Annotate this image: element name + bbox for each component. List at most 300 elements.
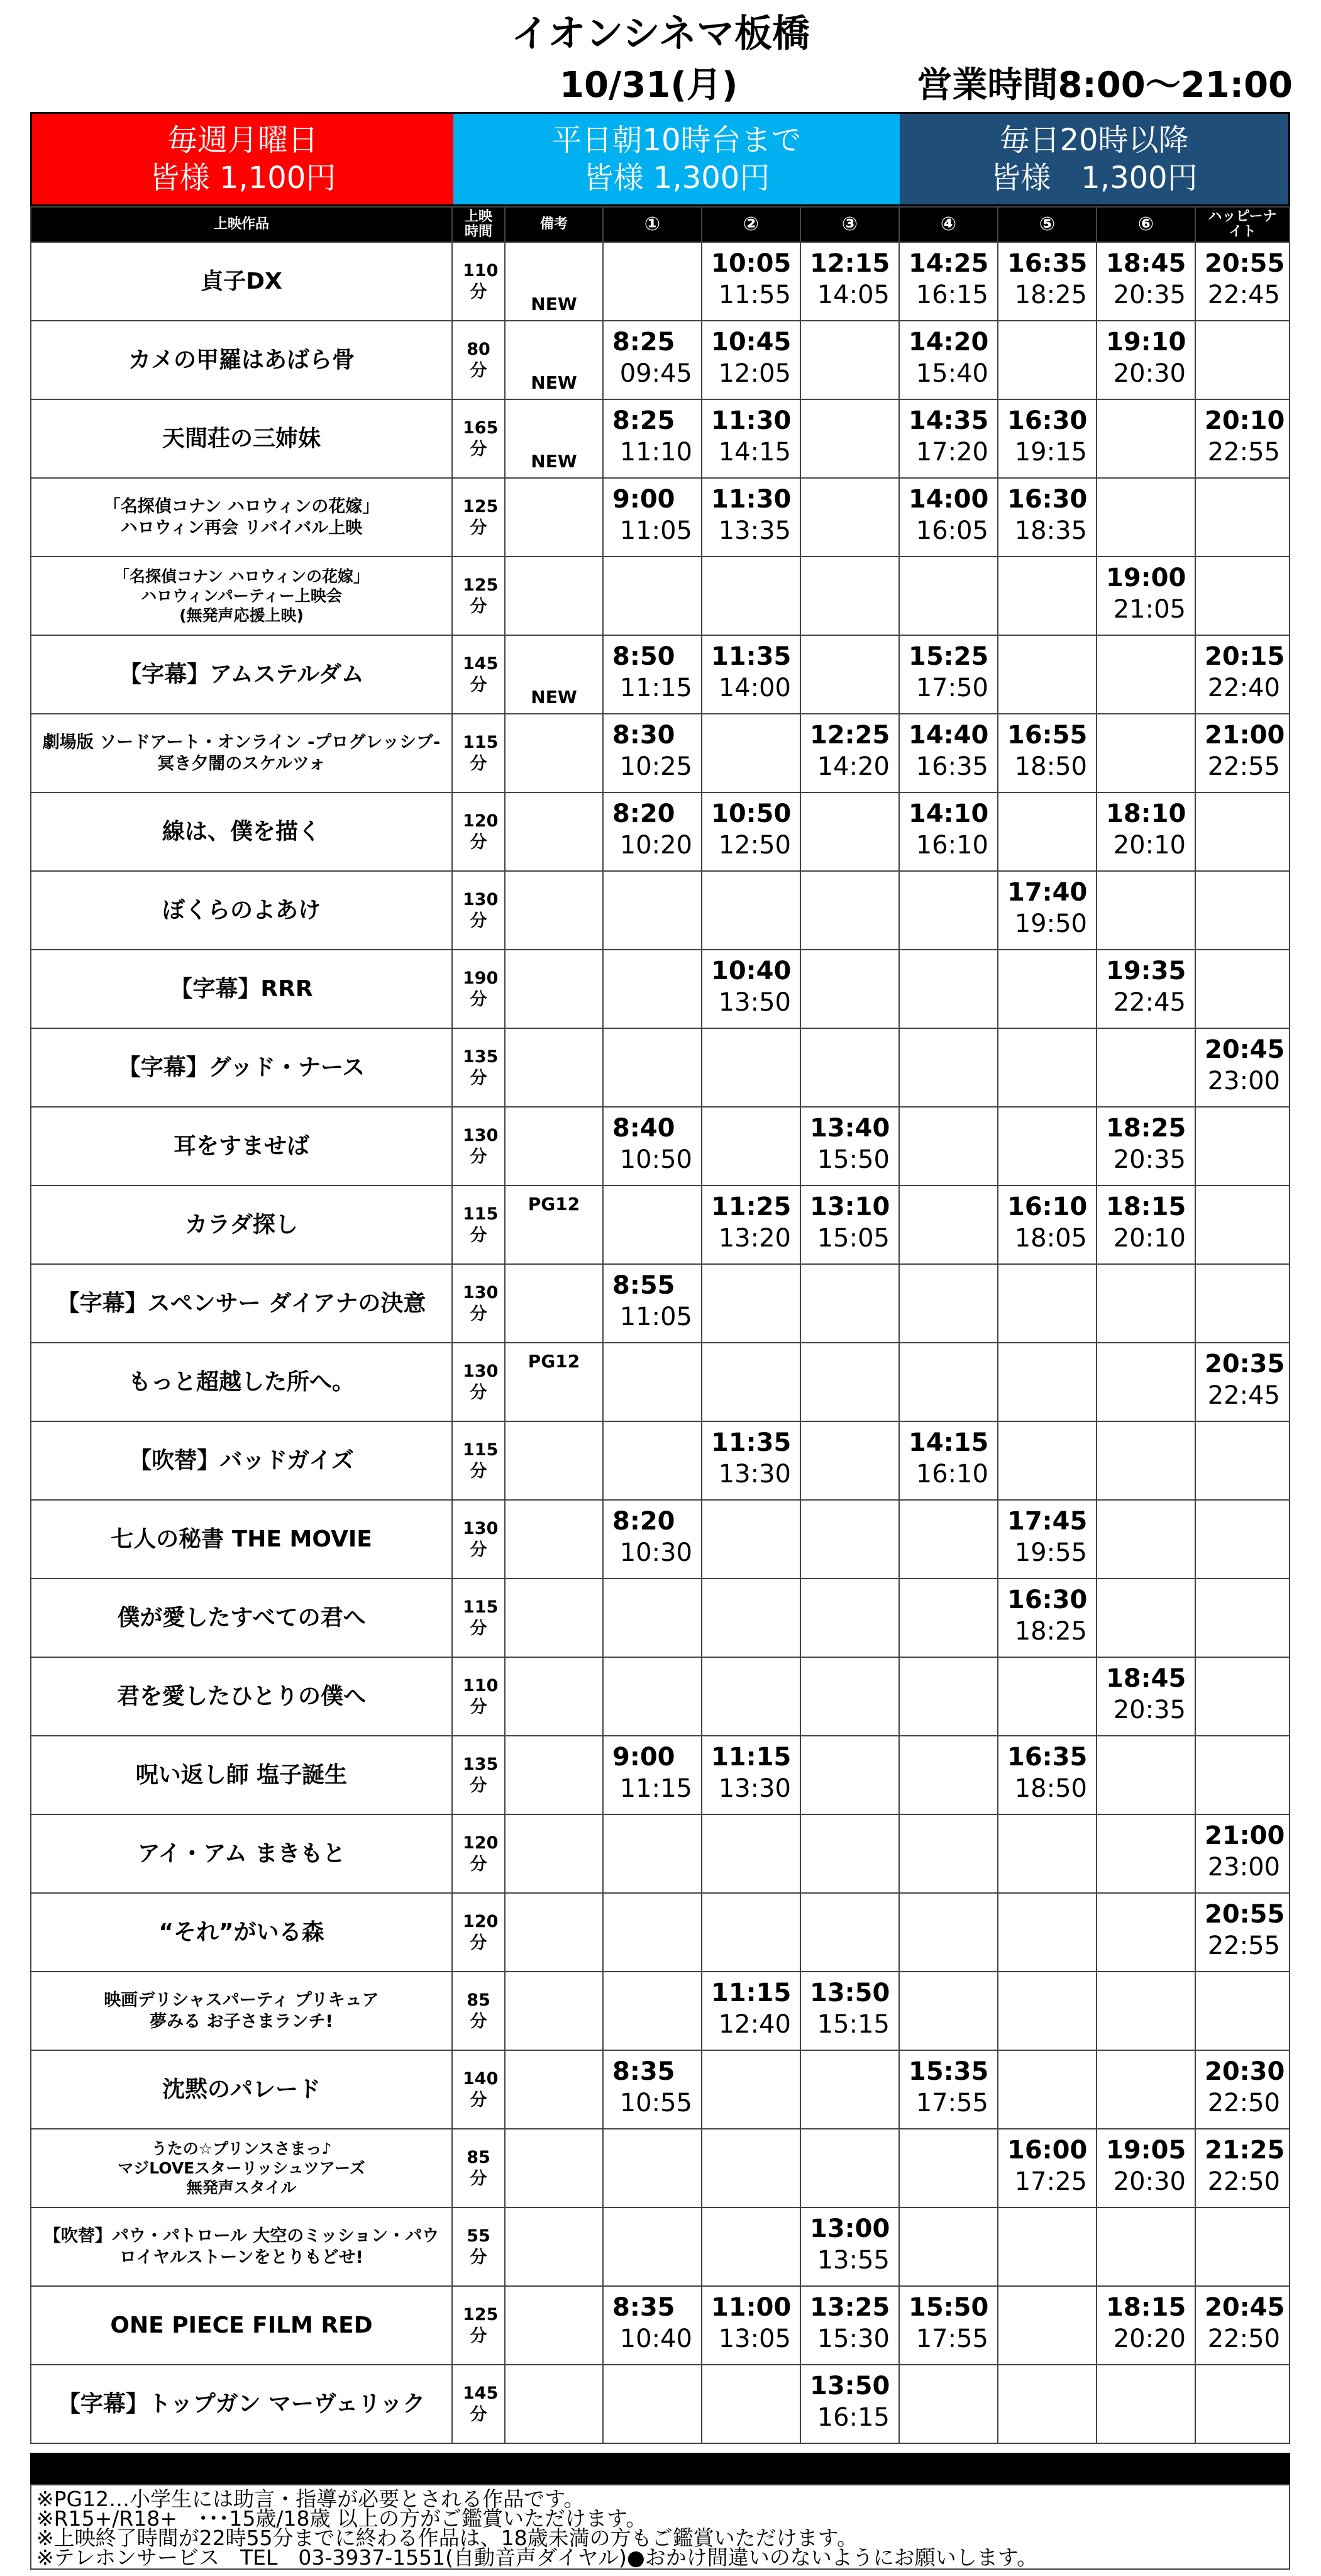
showtime-end: 20:35 xyxy=(1113,1696,1186,1724)
showtime-cell xyxy=(1195,2129,1290,2207)
showtime-empty xyxy=(998,950,1097,1028)
showtime-empty xyxy=(603,1893,702,1972)
movie-note-empty xyxy=(505,950,603,1028)
showtime-start: 10:45 xyxy=(711,328,792,357)
showtime-cell xyxy=(998,478,1097,557)
table-row xyxy=(31,1972,1290,2050)
movie-duration: 80分 xyxy=(467,339,490,380)
table-row xyxy=(31,1657,1290,1736)
showtime-start: 13:50 xyxy=(810,1979,890,2007)
showtime-end: 20:30 xyxy=(1113,359,1186,388)
showtime-empty xyxy=(603,1185,702,1264)
showtime-empty xyxy=(1097,635,1195,714)
showtime-start: 20:10 xyxy=(1205,406,1285,435)
showtime-end: 16:10 xyxy=(915,831,988,860)
showtime-start: 9:00 xyxy=(612,1743,675,1772)
movie-note-empty xyxy=(505,1028,603,1107)
showtime-empty xyxy=(800,2050,899,2129)
showtime-end: 15:40 xyxy=(915,359,988,388)
showtime-cell xyxy=(1097,950,1195,1028)
showtime-cell xyxy=(1097,557,1195,635)
movie-title: 「名探偵コナン ハロウィンの花嫁」 ハロウィン再会 リバイバル上映 xyxy=(31,478,452,557)
showtime-start: 11:15 xyxy=(711,1743,792,1772)
showtime-empty xyxy=(702,1107,800,1185)
movie-duration: 125分 xyxy=(463,575,499,616)
showtime-start: 13:40 xyxy=(810,1114,890,1143)
movie-note-empty xyxy=(505,557,603,635)
movie-duration-cell xyxy=(452,1264,505,1343)
movie-duration-cell xyxy=(452,399,505,478)
showtime-end: 11:15 xyxy=(619,674,692,702)
showtime-empty xyxy=(1195,1185,1290,1264)
showtime-start: 18:15 xyxy=(1106,2293,1186,2322)
table-row xyxy=(31,1028,1290,1107)
movie-duration-cell xyxy=(452,2365,505,2443)
showtime-start: 20:45 xyxy=(1205,1035,1285,1064)
showtime-start: 11:15 xyxy=(711,1979,792,2007)
showtime-empty xyxy=(1097,1972,1195,2050)
movie-title: 沈黙のパレード xyxy=(31,2050,452,2129)
footer-note-end-time: ※上映終了時間が22時55分までに終わる作品は、18歳未満の方もご鑑賞いただけます。 xyxy=(36,2526,858,2550)
showtime-cell xyxy=(1195,2286,1290,2365)
showtime-cell xyxy=(1097,792,1195,871)
table-row xyxy=(31,2129,1290,2207)
movie-note: NEW xyxy=(505,399,603,478)
showtime-cell xyxy=(899,399,998,478)
showtime-empty xyxy=(899,2365,998,2443)
table-row xyxy=(31,1893,1290,1972)
header-note: 備考 xyxy=(505,207,603,242)
movie-duration-cell xyxy=(452,1736,505,1814)
movie-duration: 165分 xyxy=(463,418,499,459)
showtime-end: 09:45 xyxy=(619,359,692,388)
showtime-end: 20:20 xyxy=(1113,2324,1186,2353)
showtime-empty xyxy=(998,2286,1097,2365)
showtime-empty xyxy=(800,1028,899,1107)
table-row xyxy=(31,950,1290,1028)
showtime-empty xyxy=(1097,1421,1195,1500)
showtime-end: 18:50 xyxy=(1014,1774,1087,1803)
showtime-empty xyxy=(899,1028,998,1107)
table-row xyxy=(31,2207,1290,2286)
showtime-empty xyxy=(800,2129,899,2207)
showtime-empty xyxy=(1195,1107,1290,1185)
movie-duration-cell xyxy=(452,1343,505,1421)
showtime-cell xyxy=(603,321,702,399)
showtime-empty xyxy=(1195,1657,1290,1736)
showtime-empty xyxy=(603,2207,702,2286)
showtime-cell xyxy=(603,635,702,714)
movie-duration-cell xyxy=(452,1421,505,1500)
showtime-end: 20:35 xyxy=(1113,1145,1186,1174)
schedule-table xyxy=(30,206,1290,2444)
movie-note: NEW xyxy=(505,321,603,399)
showtime-cell xyxy=(702,321,800,399)
movie-duration: 85分 xyxy=(467,2147,490,2189)
movie-note-empty xyxy=(505,1264,603,1343)
showtime-empty xyxy=(1195,1421,1290,1500)
movie-duration: 145分 xyxy=(463,2383,499,2424)
movie-title: 【字幕】トップガン マーヴェリック xyxy=(31,2365,452,2443)
movie-note: NEW xyxy=(505,242,603,321)
showtime-start: 13:00 xyxy=(810,2214,890,2243)
showtime-start: 16:35 xyxy=(1007,1743,1088,1772)
footer-notes xyxy=(30,2484,1290,2570)
showtime-cell xyxy=(1195,242,1290,321)
showtime-start: 14:35 xyxy=(909,406,989,435)
movie-duration: 120分 xyxy=(463,1833,499,1874)
showtime-end: 20:10 xyxy=(1113,831,1186,860)
showtime-end: 18:25 xyxy=(1014,280,1087,309)
showtime-start: 12:25 xyxy=(810,721,890,750)
showtime-empty xyxy=(1195,1500,1290,1579)
showtime-empty xyxy=(603,1028,702,1107)
showtime-end: 10:25 xyxy=(619,752,692,781)
showtime-end: 16:15 xyxy=(817,2403,890,2432)
showtime-empty xyxy=(998,1107,1097,1185)
price-night-line2: 皆様 1,300円 xyxy=(990,160,1198,196)
showtime-start: 21:00 xyxy=(1205,721,1285,750)
showtime-start: 18:15 xyxy=(1106,1192,1186,1221)
showtime-empty xyxy=(899,2129,998,2207)
showtime-cell xyxy=(603,2286,702,2365)
showtime-end: 11:55 xyxy=(718,280,791,309)
showtime-empty xyxy=(899,1343,998,1421)
showtime-start: 20:35 xyxy=(1205,1350,1285,1379)
footer-note-r15: ※R15+/R18+ ･･･15歳/18歳 以上の方がご鑑賞いただけます。 xyxy=(36,2506,647,2531)
showtime-start: 16:30 xyxy=(1007,406,1088,435)
showtime-start: 19:10 xyxy=(1106,328,1186,357)
header-slot-4: ④ xyxy=(899,207,998,242)
showtime-empty xyxy=(702,2050,800,2129)
showtime-end: 13:35 xyxy=(718,516,791,545)
showtime-end: 17:50 xyxy=(915,674,988,702)
movie-duration-cell xyxy=(452,792,505,871)
showtime-start: 14:15 xyxy=(909,1428,989,1457)
movie-note: PG12 xyxy=(505,1185,603,1264)
showtime-empty xyxy=(702,2207,800,2286)
showtime-end: 10:40 xyxy=(619,2324,692,2353)
showtime-empty xyxy=(702,1657,800,1736)
showtime-cell xyxy=(1097,321,1195,399)
showtime-empty xyxy=(702,1028,800,1107)
movie-duration-cell xyxy=(452,1028,505,1107)
showtime-start: 8:50 xyxy=(612,642,675,671)
showtime-cell xyxy=(1097,242,1195,321)
showtime-empty xyxy=(1097,478,1195,557)
price-monday-line2: 皆様 1,100円 xyxy=(149,160,336,196)
showtime-start: 11:35 xyxy=(711,1428,792,1457)
header-slot-2: ② xyxy=(702,207,800,242)
showtime-empty xyxy=(800,792,899,871)
showtime-empty xyxy=(603,557,702,635)
showtime-empty xyxy=(998,1421,1097,1500)
price-morning xyxy=(453,114,900,204)
showtime-end: 14:15 xyxy=(718,438,791,467)
showtime-cell xyxy=(1097,2129,1195,2207)
showtime-empty xyxy=(1097,1736,1195,1814)
showtime-end: 17:20 xyxy=(915,438,988,467)
showtime-start: 15:25 xyxy=(909,642,989,671)
header-title: 上映作品 xyxy=(31,207,452,242)
showtime-empty xyxy=(603,950,702,1028)
showtime-cell xyxy=(702,1421,800,1500)
showtime-start: 8:35 xyxy=(612,2057,675,2086)
movie-title: 【字幕】グッド・ナース xyxy=(31,1028,452,1107)
showtime-end: 10:55 xyxy=(619,2089,692,2118)
showtime-cell xyxy=(1097,1657,1195,1736)
showtime-start: 11:25 xyxy=(711,1192,792,1221)
showtime-empty xyxy=(800,1657,899,1736)
showtime-empty xyxy=(800,1893,899,1972)
movie-duration: 130分 xyxy=(463,1125,499,1167)
table-row xyxy=(31,635,1290,714)
showtime-empty xyxy=(899,1264,998,1343)
movie-duration-cell xyxy=(452,1579,505,1657)
showtime-empty xyxy=(998,321,1097,399)
showtime-end: 13:05 xyxy=(718,2324,791,2353)
showtime-empty xyxy=(800,1500,899,1579)
showtime-end: 21:05 xyxy=(1113,595,1186,624)
showtime-empty xyxy=(702,1814,800,1893)
showtime-empty xyxy=(800,1814,899,1893)
showtime-start: 8:20 xyxy=(612,799,675,828)
showtime-end: 15:30 xyxy=(817,2324,890,2353)
schedule-date: 10/31(月) xyxy=(560,65,738,106)
showtime-end: 17:55 xyxy=(915,2324,988,2353)
showtime-empty xyxy=(800,1421,899,1500)
showtime-empty xyxy=(603,2365,702,2443)
movie-title: 「名探偵コナン ハロウィンの花嫁」 ハロウィンパーティー上映会 (無発声応援上映) xyxy=(31,557,452,635)
showtime-empty xyxy=(899,1185,998,1264)
showtime-empty xyxy=(1195,950,1290,1028)
movie-duration-cell xyxy=(452,635,505,714)
showtime-end: 14:00 xyxy=(718,674,791,702)
movie-duration-cell xyxy=(452,1814,505,1893)
showtime-cell xyxy=(899,2286,998,2365)
movie-duration-cell xyxy=(452,2129,505,2207)
showtime-cell xyxy=(702,2286,800,2365)
showtime-empty xyxy=(800,399,899,478)
table-row xyxy=(31,871,1290,950)
price-banner xyxy=(30,112,1290,206)
showtime-empty xyxy=(998,1343,1097,1421)
header xyxy=(0,0,1321,112)
movie-duration: 130分 xyxy=(463,1518,499,1560)
showtime-start: 14:10 xyxy=(909,799,989,828)
movie-duration: 130分 xyxy=(463,1361,499,1402)
movie-note-empty xyxy=(505,2050,603,2129)
showtime-start: 18:25 xyxy=(1106,1114,1186,1143)
movie-note-empty xyxy=(505,1972,603,2050)
showtime-end: 18:25 xyxy=(1014,1617,1087,1646)
showtime-empty xyxy=(702,1500,800,1579)
showtime-start: 8:40 xyxy=(612,1114,675,1143)
showtime-end: 15:05 xyxy=(817,1224,890,1253)
showtime-start: 21:00 xyxy=(1205,1821,1285,1850)
movie-duration: 110分 xyxy=(463,260,499,302)
movie-note-empty xyxy=(505,714,603,792)
showtime-start: 20:30 xyxy=(1205,2057,1285,2086)
showtime-empty xyxy=(899,557,998,635)
showtime-empty xyxy=(998,2050,1097,2129)
showtime-cell xyxy=(899,2050,998,2129)
price-monday xyxy=(32,114,453,204)
movie-note-empty xyxy=(505,1736,603,1814)
showtime-empty xyxy=(899,950,998,1028)
showtime-end: 12:40 xyxy=(718,2010,791,2039)
showtime-end: 11:10 xyxy=(619,438,692,467)
showtime-cell xyxy=(1195,1343,1290,1421)
showtime-start: 17:40 xyxy=(1007,878,1088,907)
showtime-end: 23:00 xyxy=(1207,1067,1280,1096)
showtime-empty xyxy=(702,1893,800,1972)
showtime-empty xyxy=(1195,478,1290,557)
showtime-empty xyxy=(702,714,800,792)
showtime-empty xyxy=(1097,1343,1195,1421)
showtime-cell xyxy=(603,2050,702,2129)
showtime-empty xyxy=(1195,1264,1290,1343)
table-row xyxy=(31,399,1290,478)
movie-duration: 115分 xyxy=(463,1597,499,1638)
movie-note-empty xyxy=(505,478,603,557)
showtime-end: 13:20 xyxy=(718,1224,791,1253)
showtime-end: 10:20 xyxy=(619,831,692,860)
table-row xyxy=(31,1579,1290,1657)
showtime-end: 20:35 xyxy=(1113,280,1186,309)
showtime-end: 13:30 xyxy=(718,1460,791,1489)
showtime-end: 20:10 xyxy=(1113,1224,1186,1253)
showtime-end: 16:10 xyxy=(915,1460,988,1489)
showtime-cell xyxy=(603,1500,702,1579)
movie-duration-cell xyxy=(452,1893,505,1972)
movie-duration: 140分 xyxy=(463,2068,499,2110)
showtime-start: 16:10 xyxy=(1007,1192,1088,1221)
showtime-end: 22:45 xyxy=(1113,988,1186,1017)
price-morning-line2: 皆様 1,300円 xyxy=(583,160,770,196)
showtime-start: 18:10 xyxy=(1106,799,1186,828)
showtime-cell xyxy=(702,950,800,1028)
showtime-end: 17:25 xyxy=(1014,2167,1087,2196)
showtime-start: 20:55 xyxy=(1205,1900,1285,1929)
table-row xyxy=(31,1814,1290,1893)
price-night xyxy=(900,114,1288,204)
showtime-end: 16:05 xyxy=(915,516,988,545)
table-row xyxy=(31,1421,1290,1500)
footer-band xyxy=(30,2453,1290,2484)
showtime-cell xyxy=(800,1972,899,2050)
table-row xyxy=(31,321,1290,399)
showtime-cell xyxy=(998,1579,1097,1657)
showtime-empty xyxy=(1097,714,1195,792)
header-slot-happy-night xyxy=(1195,207,1290,242)
movie-duration-cell xyxy=(452,242,505,321)
movie-title: 【吹替】バッドガイズ xyxy=(31,1421,452,1500)
movie-duration-cell xyxy=(452,2207,505,2286)
showtime-cell xyxy=(899,242,998,321)
movie-duration: 55分 xyxy=(467,2226,490,2267)
movie-title: アイ・アム まきもと xyxy=(31,1814,452,1893)
movie-duration: 115分 xyxy=(463,1440,499,1481)
showtime-cell xyxy=(1097,1185,1195,1264)
showtime-empty xyxy=(800,557,899,635)
showtime-end: 18:05 xyxy=(1014,1224,1087,1253)
movie-note-empty xyxy=(505,2365,603,2443)
showtime-empty xyxy=(998,1893,1097,1972)
movie-note-empty xyxy=(505,1500,603,1579)
showtime-cell xyxy=(603,714,702,792)
movie-note-empty xyxy=(505,1657,603,1736)
showtime-empty xyxy=(702,1579,800,1657)
movie-note-empty xyxy=(505,1107,603,1185)
movie-title: ぼくらのよあけ xyxy=(31,871,452,950)
showtime-start: 14:00 xyxy=(909,485,989,514)
showtime-start: 14:25 xyxy=(909,249,989,278)
showtime-cell xyxy=(702,1972,800,2050)
showtime-empty xyxy=(1195,1579,1290,1657)
movie-note-empty xyxy=(505,1814,603,1893)
movie-duration: 145分 xyxy=(463,653,499,695)
table-row xyxy=(31,1264,1290,1343)
showtime-empty xyxy=(1097,2050,1195,2129)
movie-title: 【字幕】アムステルダム xyxy=(31,635,452,714)
showtime-cell xyxy=(800,714,899,792)
showtime-start: 19:05 xyxy=(1106,2136,1186,2165)
movie-title: 映画デリシャスパーティ プリキュア 夢みる お子さまランチ! xyxy=(31,1972,452,2050)
movie-note: NEW xyxy=(505,635,603,714)
showtime-end: 22:55 xyxy=(1207,752,1280,781)
showtime-empty xyxy=(998,1028,1097,1107)
showtime-cell xyxy=(1195,1814,1290,1893)
showtime-start: 17:45 xyxy=(1007,1507,1088,1536)
showtime-empty xyxy=(1195,1736,1290,1814)
showtime-empty xyxy=(603,1579,702,1657)
movie-duration: 125分 xyxy=(463,2304,499,2346)
showtime-cell xyxy=(1195,635,1290,714)
theater-name: イオンシネマ板橋 xyxy=(511,12,810,56)
showtime-end: 12:50 xyxy=(718,831,791,860)
showtime-start: 11:30 xyxy=(711,406,792,435)
header-slot-1: ① xyxy=(603,207,702,242)
showtime-empty xyxy=(702,2129,800,2207)
showtime-empty xyxy=(1097,1814,1195,1893)
showtime-end: 12:05 xyxy=(718,359,791,388)
movie-duration: 120分 xyxy=(463,1911,499,1953)
movie-duration-cell xyxy=(452,557,505,635)
showtime-empty xyxy=(899,1107,998,1185)
table-row xyxy=(31,714,1290,792)
showtime-empty xyxy=(603,1657,702,1736)
header-duration xyxy=(452,207,505,242)
showtime-empty xyxy=(800,950,899,1028)
price-morning-line1: 平日朝10時台まで xyxy=(551,123,802,158)
showtime-end: 11:15 xyxy=(619,1774,692,1803)
movie-title: 【字幕】スペンサー ダイアナの決意 xyxy=(31,1264,452,1343)
movie-duration: 190分 xyxy=(463,968,499,1009)
table-row xyxy=(31,1107,1290,1185)
showtime-cell xyxy=(899,1421,998,1500)
showtime-end: 16:35 xyxy=(915,752,988,781)
showtime-start: 9:00 xyxy=(612,485,675,514)
showtime-empty xyxy=(998,1657,1097,1736)
showtime-start: 14:40 xyxy=(909,721,989,750)
movie-title: うたの☆プリンスさまっ♪ マジLOVEスターリッシュツアーズ 無発声スタイル xyxy=(31,2129,452,2207)
showtime-cell xyxy=(800,242,899,321)
showtime-end: 13:30 xyxy=(718,1774,791,1803)
showtime-cell xyxy=(603,1107,702,1185)
movie-title: ONE PIECE FILM RED xyxy=(31,2286,452,2365)
showtime-start: 16:35 xyxy=(1007,249,1088,278)
